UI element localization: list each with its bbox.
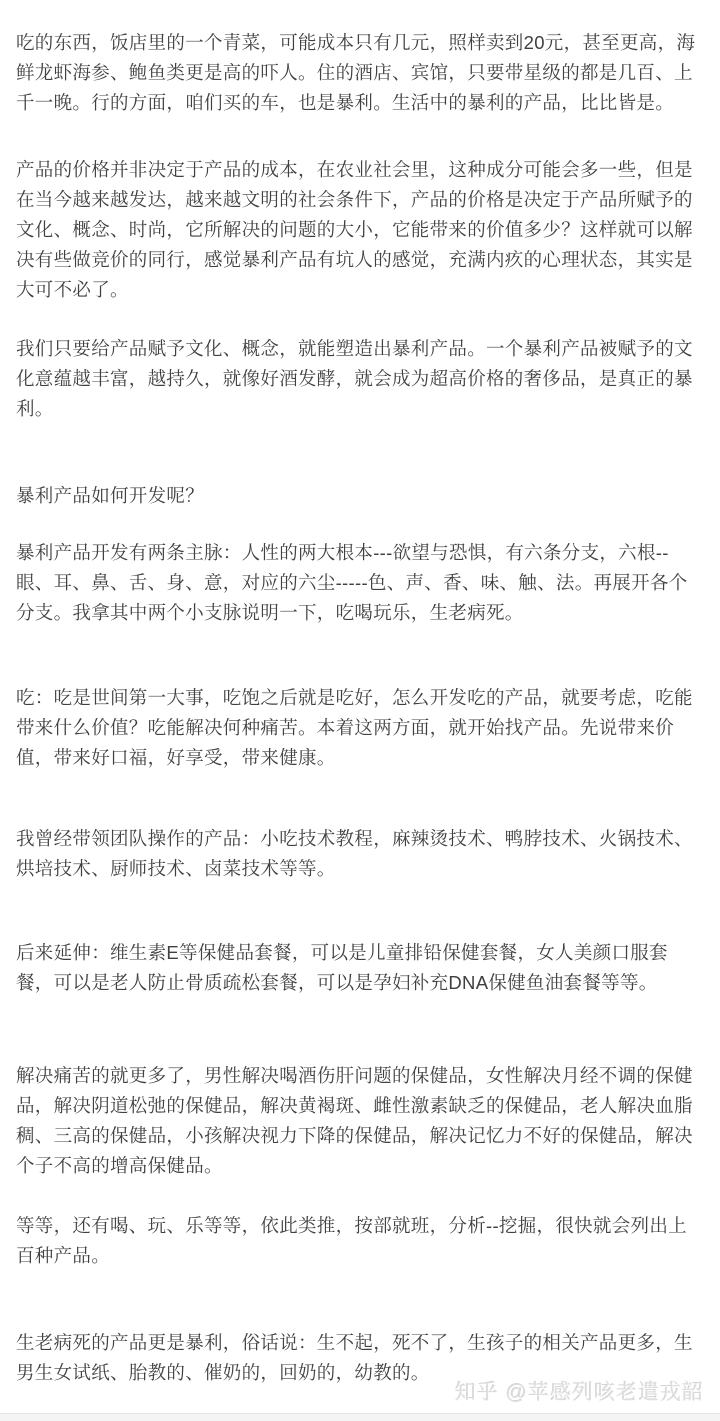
paragraph-9: 解决痛苦的就更多了，男性解决喝酒伤肝问题的保健品，女性解决月经不调的保健品，解决阴道松弛的保健品，解决黄褐斑、雌性激素缺乏的保健品，老人解决血脂稠、三高的保健品，小孩解决视力下降的保健品，解决记忆力不好的保健品，解决个子不高的增高保健品。 — [16, 1065, 693, 1176]
paragraph-3: 我们只要给产品赋予文化、概念，就能塑造出暴利产品。一个暴利产品被赋予的文化意蕴越丰富，越持久，就像好酒发酵，就会成为超高价格的奢侈品，是真正的暴利。 — [16, 338, 693, 419]
paragraph-10: 等等，还有喝、玩、乐等等，依此类推，按部就班，分析--挖掘，很快就会列出上百种产品。 — [16, 1215, 687, 1266]
paragraph-1: 吃的东西，饭店里的一个青菜，可能成本只有几元，照样卖到20元，甚至更高，海鲜龙虾海参、鲍鱼类更是高的吓人。住的酒店、宾馆，只要带星级的都是几百、上千一晚。行的方面，咱们买的车，也是暴利。生活中的暴利的产品，比比皆是。 — [16, 32, 696, 113]
paragraph-4: 暴利产品如何开发呢？ — [16, 485, 205, 506]
paragraph-6: 吃：吃是世间第一大事，吃饱之后就是吃好，怎么开发吃的产品，就要考虑，吃能带来什么价值？吃能解决何种痛苦。本着这两方面，就开始找产品。先说带来价值，带来好口福，好享受，带来健康。 — [16, 687, 693, 768]
paragraph-7: 我曾经带领团队操作的产品：小吃技术教程，麻辣烫技术、鸭脖技术、火锅技术、烘培技术、厨师技术、卤菜技术等等。 — [16, 828, 693, 879]
paragraph-2: 产品的价格并非决定于产品的成本，在农业社会里，这种成分可能会多一些，但是在当今越来越发达，越来越文明的社会条件下，产品的价格是决定于产品所赋予的文化、概念、时尚，它所解决的问题的大小，它能带来的价值多少？这样就可以解决有些做竞价的同行，感觉暴利产品有坑人的感觉，充满内疚的心理状态，其实是大可不必了。 — [16, 159, 693, 300]
paragraph-11: 生老病死的产品更是暴利，俗话说：生不起，死不了，生孩子的相关产品更多，生男生女试纸、胎教的、催奶的，回奶的，幼教的。 — [16, 1332, 693, 1383]
paragraph-8: 后来延伸：维生素E等保健品套餐，可以是儿童排铅保健套餐，女人美颜口服套餐，可以是老人防止骨质疏松套餐，可以是孕妇补充DNA保健鱼油套餐等等。 — [16, 942, 668, 993]
zhihu-watermark: 知乎 @苹感列咳老遣戎韶 — [454, 1381, 704, 1404]
bottom-divider — [0, 1413, 720, 1421]
paragraph-5: 暴利产品开发有两条主脉：人性的两大根本---欲望与恐惧，有六条分支，六根--眼、耳、鼻、舌、身、意，对应的六尘-----色、声、香、味、触、法。再展开各个分支。我拿其中两个小支脉说明一下，吃喝玩乐，生老病死。 — [16, 542, 688, 623]
